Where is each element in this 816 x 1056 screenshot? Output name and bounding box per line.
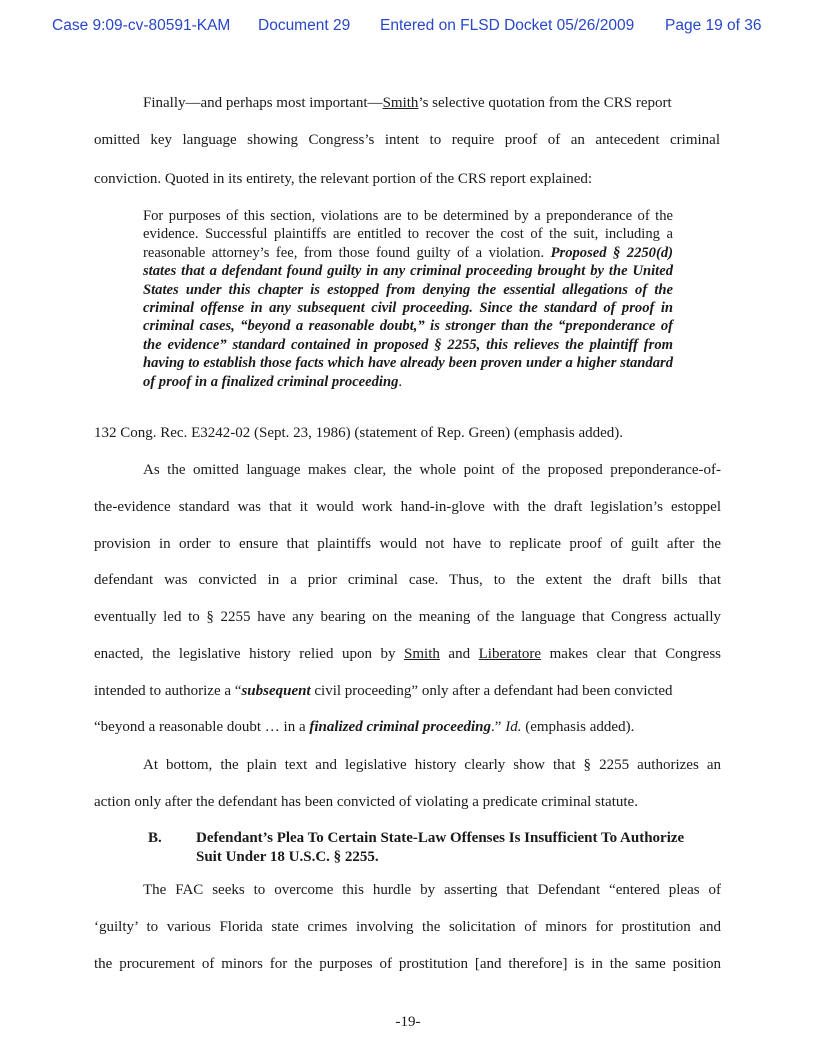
p4-line-2: ‘guilty’ to various Florida state crimes involving the solicitation of minors for prostitution and	[94, 919, 721, 935]
p1-line-3: conviction. Quoted in its entirety, the relevant portion of the CRS report explained:	[94, 171, 593, 187]
p4-line-1: The FAC seeks to overcome this hurdle by asserting that Defendant “entered pleas of	[143, 882, 721, 898]
p1-line-1: Finally—and perhaps most important—Smith’s selective quotation from the CRS report	[143, 95, 672, 111]
section-b-label: B.	[148, 830, 162, 846]
p4-line-3: the procurement of minors for the purposes of prostitution [and therefore] is in the same position	[94, 956, 721, 972]
case-ref-smith: Smith	[404, 646, 440, 662]
p2-line-5: eventually led to § 2255 have any bearing on the meaning of the language that Congress actually	[94, 609, 721, 625]
document-number: Document 29	[258, 17, 351, 34]
citation: 132 Cong. Rec. E3242-02 (Sept. 23, 1986) (statement of Rep. Green) (emphasis added).	[94, 425, 624, 441]
docket-entry: Entered on FLSD Docket 05/26/2009	[380, 17, 635, 34]
page-number-footer: -19-	[395, 1014, 421, 1030]
section-b-title-line-2: Suit Under 18 U.S.C. § 2255.	[196, 849, 379, 865]
case-number: Case 9:09-cv-80591-KAM	[52, 17, 231, 34]
p3-line-1: At bottom, the plain text and legislative history clearly show that § 2255 authorizes an	[143, 757, 721, 773]
p2-line-4: defendant was convicted in a prior criminal case. Thus, to the extent the draft bills that	[94, 572, 721, 588]
p2-line-7: intended to authorize a “subsequent civil proceeding” only after a defendant had been convicted	[94, 683, 673, 699]
p2-line-6: enacted, the legislative history relied upon by Smith and Liberatore makes clear that Congress	[94, 646, 721, 662]
blockquote: For purposes of this section, violations are to be determined by a preponderance of the evidence. Successful plaintiffs are entitled to recover the cost of the suit, including a reasonable attorney’s fee, from those found guilty of a violation. Proposed § 2250(d) states that a defendant found guilty in any criminal proceeding brought by the United States under this chapter is estopped from denying the essential allegations of the criminal offense in any subsequent civil proceeding. Since the standard of proof in criminal cases, “beyond a reasonable doubt,” is stronger than the “preponderance of the evidence” standard contained in proposed § 2255, this relieves the plaintiff from having to establish those facts which have already been proven under a higher standard of proof in a finalized criminal proceeding.	[143, 208, 673, 390]
blockquote-plain: For purposes of this section, violations are to be determined by a preponderance of the evidence. Successful plaintiffs are entitled to recover the cost of the suit, including a reasonable attorney’s fee, from those found guilty of a violation.	[143, 208, 673, 261]
case-ref-smith: Smith	[382, 95, 419, 111]
page-indicator: Page 19 of 36	[665, 17, 762, 34]
p3-line-2: action only after the defendant has been convicted of violating a predicate criminal statute.	[94, 794, 638, 810]
case-ref-liberatore: Liberatore	[478, 646, 542, 662]
p2-line-8: “beyond a reasonable doubt … in a finalized criminal proceeding.” Id. (emphasis added).	[94, 719, 635, 735]
section-b-title-line-1: Defendant’s Plea To Certain State-Law Offenses Is Insufficient To Authorize	[196, 830, 685, 846]
blockquote-emphasis: Proposed § 2250(d) states that a defendant found guilty in any criminal proceeding brought by the United States under this chapter is estopped from denying the essential allegations of the criminal offense in any subsequent civil proceeding. Since the standard of proof in criminal cases, “beyond a reasonable doubt,” is stronger than the “preponderance of the evidence” standard contained in proposed § 2255, this relieves the plaintiff from having to establish those facts which have already been proven under a higher standard of proof in a finalized criminal proceeding	[143, 244, 673, 390]
p2-line-2: the-evidence standard was that it would work hand-in-glove with the draft legislation’s estoppel	[94, 499, 721, 515]
p1-line-2: omitted key language showing Congress’s intent to require proof of an antecedent criminal	[94, 132, 720, 148]
p2-line-3: provision in order to ensure that plaintiffs would not have to replicate proof of guilt after the	[94, 536, 721, 552]
p2-line-1: As the omitted language makes clear, the whole point of the proposed preponderance-of-	[143, 462, 721, 478]
